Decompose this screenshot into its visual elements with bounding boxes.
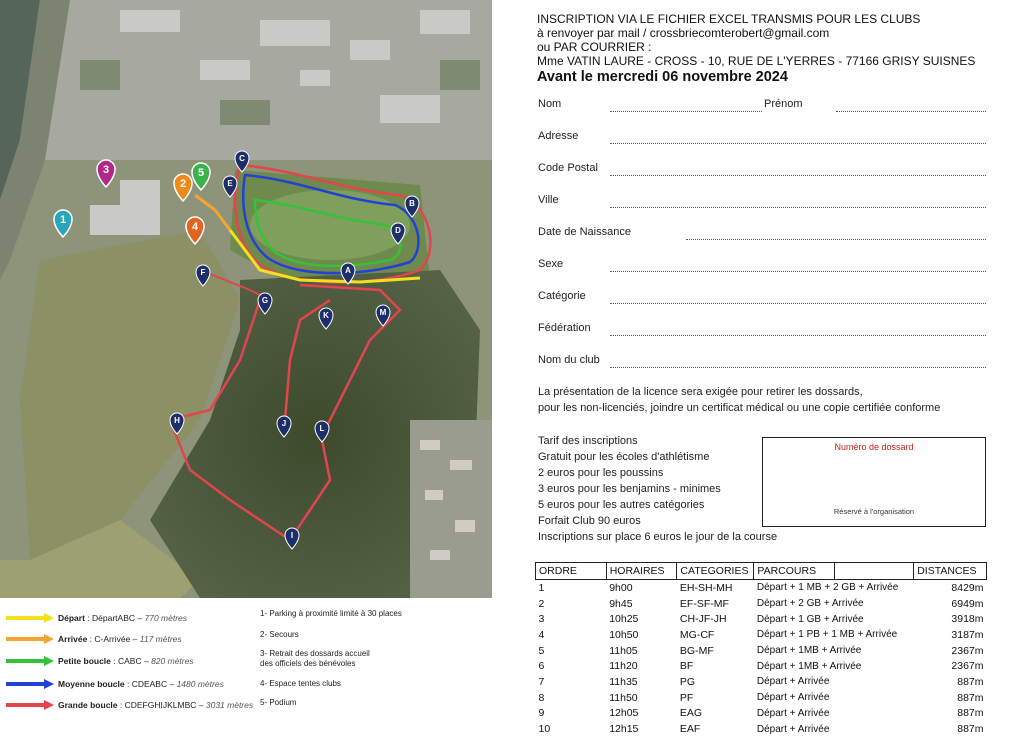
arrow-icon <box>6 634 54 644</box>
note-podium: 5- Podium <box>260 698 297 707</box>
header-line4: Mme VATIN LAURE - CROSS - 10, RUE DE L'YERRES - 77166 GRISY SUISNES <box>537 54 976 68</box>
input-nom-club[interactable] <box>610 367 986 368</box>
tarif-item: Inscriptions sur place 6 euros le jour de la course <box>538 531 778 543</box>
svg-text:K: K <box>323 311 329 320</box>
legend-petite-boucle: Petite boucle : CABC – 820 mètres <box>6 652 194 670</box>
table-row <box>536 596 987 612</box>
input-sexe[interactable] <box>610 271 986 272</box>
table-row <box>536 674 987 690</box>
notice-line1: La présentation de la licence sera exigée pour retirer les dossards, <box>538 386 863 398</box>
cell-distance: 2367m <box>951 644 984 657</box>
cell-horaire: 11h35 <box>609 675 638 688</box>
table-header-row <box>536 563 987 580</box>
input-adresse[interactable] <box>610 143 986 144</box>
schedule-table <box>535 562 987 737</box>
header-line1: INSCRIPTION VIA LE FICHIER EXCEL TRANSMIS POUR LES CLUBS <box>537 12 921 26</box>
aerial-map <box>0 0 492 598</box>
course-map <box>0 0 492 598</box>
cell-categorie: BG-MF <box>679 644 714 657</box>
deadline: Avant le mercredi 06 novembre 2024 <box>537 69 788 85</box>
cell-horaire: 9h45 <box>609 597 633 610</box>
arrow-icon <box>6 656 54 666</box>
input-date-naissance[interactable] <box>686 239 986 240</box>
note-dossards-2: des officiels des bénévoles <box>260 659 356 668</box>
label-categorie: Catégorie <box>538 290 586 302</box>
dossard-title: Numéro de dossard <box>834 442 914 452</box>
cell-parcours: Départ + 1MB + Arrivée <box>756 660 862 672</box>
cell-ordre: 1 <box>538 581 545 594</box>
cell-parcours: Départ + 1MB + Arrivée <box>756 645 862 657</box>
cell-parcours: Départ + 1 GB + Arrivée <box>756 613 864 625</box>
svg-text:B: B <box>409 199 415 208</box>
registration-header <box>537 12 1017 86</box>
label-nom-club: Nom du club <box>538 354 600 366</box>
cell-ordre: 3 <box>538 613 545 626</box>
label-adresse: Adresse <box>538 130 579 142</box>
label-nom: Nom <box>538 98 562 110</box>
tarif-item: 5 euros pour les autres catégories <box>538 499 705 511</box>
cell-distance: 8429m <box>951 581 984 594</box>
cell-distance: 6949m <box>951 597 984 610</box>
svg-text:A: A <box>345 266 351 275</box>
svg-text:3: 3 <box>102 164 110 176</box>
tarif-item: Forfait Club 90 euros <box>538 515 641 527</box>
svg-text:J: J <box>281 419 287 428</box>
tarif-item: 2 euros pour les poussins <box>538 467 664 479</box>
cell-ordre: 2 <box>538 597 545 610</box>
col-ordre: ORDRE <box>536 563 607 580</box>
cell-parcours: Départ + 1 PB + 1 MB + Arrivée <box>756 629 898 641</box>
svg-text:G: G <box>261 296 269 305</box>
svg-text:M: M <box>379 308 387 317</box>
cell-categorie: EH-SH-MH <box>679 581 733 594</box>
col-distances: DISTANCES <box>914 563 987 580</box>
dossard-box <box>762 437 986 527</box>
label-date-naissance: Date de Naissance <box>538 226 631 238</box>
col-blank <box>835 563 914 580</box>
cell-parcours: Départ + 2 GB + Arrivée <box>756 598 864 610</box>
arrow-icon <box>6 679 54 689</box>
input-code-postal[interactable] <box>610 175 986 176</box>
svg-text:D: D <box>395 226 401 235</box>
cell-horaire: 9h00 <box>609 581 633 594</box>
label-sexe: Sexe <box>538 258 564 270</box>
cell-categorie: PG <box>679 675 696 688</box>
col-categories: CATEGORIES <box>677 563 754 580</box>
cell-categorie: EF-SF-MF <box>679 597 729 610</box>
cell-categorie: CH-JF-JH <box>679 613 727 626</box>
svg-text:4: 4 <box>191 221 199 233</box>
cell-horaire: 11h20 <box>609 660 638 673</box>
tarif-title: Tarif des inscriptions <box>538 435 638 447</box>
cell-categorie: BF <box>679 660 694 673</box>
col-parcours: PARCOURS <box>754 563 835 580</box>
svg-text:H: H <box>174 416 180 425</box>
label-ville: Ville <box>538 194 559 206</box>
svg-text:E: E <box>227 179 233 188</box>
arrow-icon <box>6 613 54 623</box>
input-nom[interactable] <box>610 111 762 112</box>
cell-ordre: 6 <box>538 660 545 673</box>
label-federation: Fédération <box>538 322 591 334</box>
cell-parcours: Départ + Arrivée <box>756 676 830 688</box>
cell-distance: 887m <box>957 707 984 720</box>
cell-ordre: 4 <box>538 628 545 641</box>
cell-distance: 887m <box>957 691 984 704</box>
svg-text:I: I <box>290 531 294 540</box>
cell-categorie: EAF <box>679 723 701 736</box>
note-parking: 1- Parking à proximité limité à 30 places <box>260 609 402 618</box>
cell-parcours: Départ + Arrivée <box>756 723 830 735</box>
svg-text:1: 1 <box>59 214 67 226</box>
cell-horaire: 11h50 <box>609 691 638 704</box>
label-code-postal: Code Postal <box>538 162 598 174</box>
svg-text:L: L <box>319 424 325 433</box>
cell-horaire: 10h25 <box>609 613 639 626</box>
note-dossards: 3- Retrait des dossards accueil <box>260 649 370 658</box>
cell-horaire: 12h05 <box>609 707 639 720</box>
header-line2: à renvoyer par mail / crossbriecomterobert@gmail.com <box>537 26 830 40</box>
tarifs <box>538 433 777 545</box>
table-row <box>536 627 987 643</box>
table-row <box>536 658 987 674</box>
dossard-reserved: Réservé à l'organisation <box>833 507 915 516</box>
tarif-item: Gratuit pour les écoles d'athlétisme <box>538 451 710 463</box>
note-tentes: 4- Espace tentes clubs <box>260 679 341 688</box>
table-row <box>536 580 987 596</box>
legend-grande-boucle: Grande boucle : CDEFGHIJKLMBC – 3031 mètres <box>6 696 253 714</box>
cell-distance: 3918m <box>951 613 984 626</box>
arrow-icon <box>6 700 54 710</box>
cell-distance: 2367m <box>951 660 984 673</box>
legend-arrivee: Arrivée : C-Arrivée – 117 mètres <box>6 630 182 648</box>
col-horaires: HORAIRES <box>606 563 677 580</box>
table-row <box>536 690 987 706</box>
note-secours: 2- Secours <box>260 630 299 639</box>
cell-ordre: 7 <box>538 675 545 688</box>
cell-parcours: Départ + Arrivée <box>756 692 830 704</box>
cell-horaire: 11h05 <box>609 644 638 657</box>
table-row <box>536 706 987 722</box>
cell-parcours: Départ + Arrivée <box>756 707 830 719</box>
cell-ordre: 8 <box>538 691 545 704</box>
table-row <box>536 721 987 737</box>
legend-moyenne-boucle: Moyenne boucle : CDEABC – 1480 mètres <box>6 675 224 693</box>
input-categorie[interactable] <box>610 303 986 304</box>
licence-notice <box>538 384 940 416</box>
cell-ordre: 9 <box>538 707 545 720</box>
tarif-item: 3 euros pour les benjamins - minimes <box>538 483 721 495</box>
cell-parcours: Départ + 1 MB + 2 GB + Arrivée <box>756 582 899 594</box>
svg-text:5: 5 <box>197 167 205 179</box>
cell-distance: 887m <box>957 723 984 736</box>
cell-categorie: EAG <box>679 707 703 720</box>
cell-categorie: MG-CF <box>679 628 715 641</box>
cell-categorie: PF <box>679 691 694 704</box>
header-line3: ou PAR COURRIER : <box>537 40 652 54</box>
svg-text:C: C <box>239 154 245 163</box>
input-prenom[interactable] <box>836 111 986 112</box>
cell-distance: 887m <box>957 675 984 688</box>
input-ville[interactable] <box>610 207 986 208</box>
notice-line2: pour les non-licenciés, joindre un certificat médical ou une copie certifiée conforme <box>538 402 941 414</box>
table-row <box>536 643 987 659</box>
cell-ordre: 10 <box>538 723 551 736</box>
input-federation[interactable] <box>610 335 986 336</box>
cell-horaire: 12h15 <box>609 723 639 736</box>
cell-horaire: 10h50 <box>609 628 639 641</box>
legend-depart: Départ : DépartABC – 770 mètres <box>6 609 187 627</box>
label-prenom: Prénom <box>764 98 803 110</box>
svg-text:2: 2 <box>179 178 187 190</box>
svg-text:F: F <box>200 268 206 277</box>
cell-ordre: 5 <box>538 644 545 657</box>
table-row <box>536 611 987 627</box>
cell-distance: 3187m <box>951 628 984 641</box>
